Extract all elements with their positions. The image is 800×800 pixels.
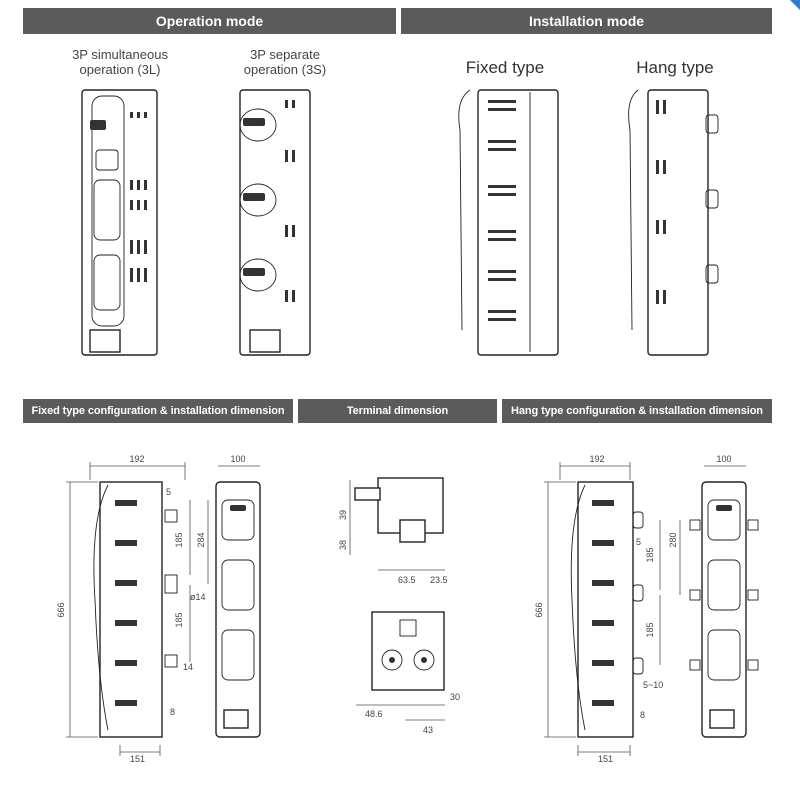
terminal-dim-w5: 30 <box>450 692 461 702</box>
fixed-dim-hole-small: 14 <box>183 662 194 672</box>
fixed-dim-spacing-2: 185 <box>174 612 184 628</box>
fixed-dim-width-bottom: 151 <box>130 754 146 764</box>
hang-dim-spacing-2: 185 <box>645 622 655 638</box>
terminal-front-view <box>356 612 445 720</box>
fixed-dim-hole-dia: ø14 <box>190 592 206 602</box>
fixed-dim-width-top: 192 <box>129 454 145 464</box>
terminal-dim-w4: 43 <box>423 725 434 735</box>
header-installation-mode: Installation mode <box>401 8 772 34</box>
fixed-front-view <box>216 466 260 737</box>
terminal-dim-h2: 38 <box>338 539 348 551</box>
hang-front-view <box>690 466 758 737</box>
fixed-side-view <box>94 482 177 737</box>
unit-3s-drawing <box>240 90 310 355</box>
caption-3s-line2: operation (3S) <box>243 62 327 77</box>
unit-fixed-type-drawing <box>459 90 558 355</box>
hang-dim-height-total: 666 <box>534 602 544 618</box>
unit-3l-drawing <box>82 90 157 355</box>
fixed-dim-offset-top: 5 <box>166 487 172 497</box>
hang-side-view <box>571 482 646 737</box>
hang-dim-offset-top: 5 <box>636 537 642 547</box>
fixed-dim-front-width: 100 <box>230 454 246 464</box>
caption-3l-line1: 3P simultaneous <box>72 47 168 62</box>
hang-dim-front-width: 100 <box>716 454 732 464</box>
fixed-dim-offset-bottom: 8 <box>170 707 176 717</box>
fixed-dim-mount-height: 284 <box>196 532 206 548</box>
unit-hang-type-drawing <box>629 90 718 355</box>
caption-3s-line1: 3P separate <box>250 47 320 62</box>
terminal-dim-w3: 48.6 <box>365 709 383 719</box>
header-terminal-dimension: Terminal dimension <box>298 399 497 423</box>
terminal-side-view <box>350 478 445 570</box>
caption-hang-type: Hang type <box>636 58 714 77</box>
terminal-dim-w2: 23.5 <box>430 575 448 585</box>
terminal-dim-h1: 39 <box>338 509 348 521</box>
hang-dim-mount-height: 280 <box>668 532 678 548</box>
hang-dim-spacing-1: 185 <box>645 547 655 563</box>
header-hang-config: Hang type configuration & installation dimension <box>502 399 772 423</box>
hang-dim-slot: 5~10 <box>643 680 664 690</box>
hang-dim-width-top: 192 <box>589 454 605 464</box>
caption-3l-line2: operation (3L) <box>79 62 161 77</box>
terminal-dim-w1: 63.5 <box>398 575 416 585</box>
caption-fixed-type: Fixed type <box>465 58 545 77</box>
header-operation-mode: Operation mode <box>23 8 396 34</box>
hang-dim-offset-bottom: 8 <box>640 710 646 720</box>
header-fixed-config: Fixed type configuration & installation dimension <box>23 399 293 423</box>
fixed-dim-spacing-1: 185 <box>174 532 184 548</box>
hang-dim-width-bottom: 151 <box>598 754 614 764</box>
fixed-dim-height-total: 666 <box>56 602 66 618</box>
